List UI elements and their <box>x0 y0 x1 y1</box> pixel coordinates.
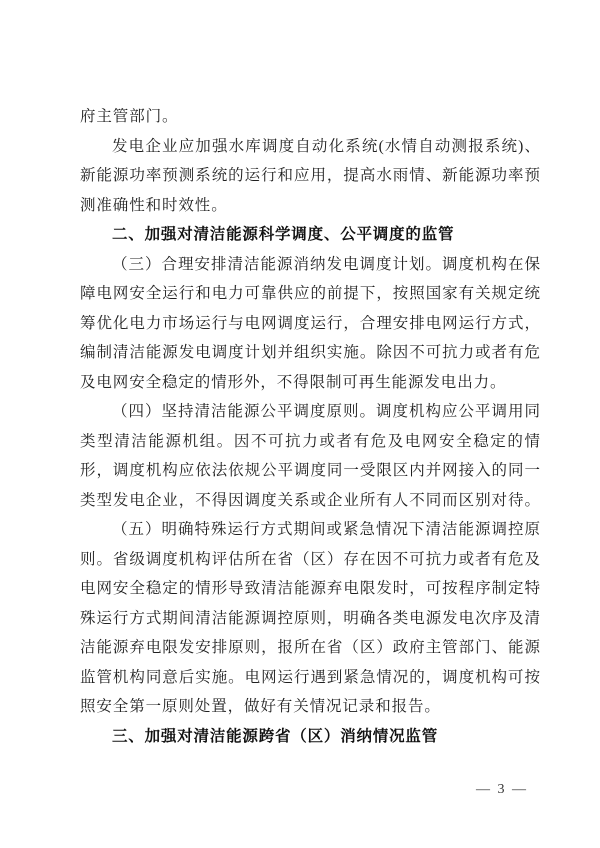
document-line: 测准确性和时效性。 <box>80 196 228 214</box>
document-line: （四）坚持清洁能源公平调度原则。调度机构应公平调用同 <box>112 403 540 420</box>
document-line: 二、加强对清洁能源科学调度、公平调度的监管 <box>112 226 455 243</box>
document-line: 殊运行方式期间清洁能源调控原则，明确各类电源发电次序及清 <box>80 609 540 627</box>
document-line: 监管机构同意后实施。电网运行遇到紧急情况的，调度机构可按 <box>80 668 540 686</box>
document-line: 三、加强对清洁能源跨省（区）消纳情况监管 <box>112 727 439 745</box>
document-line: 编制清洁能源发电调度计划并组织实施。除因不可抗力或者有危 <box>80 344 540 361</box>
document-line: 筹优化电力市场运行与电网调度运行，合理安排电网运行方式， <box>80 314 540 332</box>
document-line: 障电网安全运行和电力可靠供应的前提下，按照国家有关规定统 <box>80 285 540 302</box>
document-line: 则。省级调度机构评估所在省（区）存在因不可抗力或者有危及 <box>80 550 540 568</box>
document-text-block <box>80 102 540 751</box>
document-line: 电网安全稳定的情形导致清洁能源弃电限发时，可按程序制定特 <box>80 580 540 597</box>
document-line: 类型发电企业，不得因调度关系或企业所有人不同而区别对待。 <box>80 491 540 509</box>
document-line: 发电企业应加强水库调度自动化系统(水情自动测报系统)、 <box>112 137 540 155</box>
document-line: 新能源功率预测系统的运行和应用，提高水雨情、新能源功率预 <box>80 167 540 184</box>
document-line: 形，调度机构应依法依规公平调度同一受限区内并网接入的同一 <box>80 462 540 479</box>
document-line: 及电网安全稳定的情形外，不得限制可再生能源发电出力。 <box>80 373 507 391</box>
document-line: （三）合理安排清洁能源消纳发电调度计划。调度机构在保 <box>112 255 540 273</box>
document-line: 府主管部门。 <box>80 108 179 125</box>
document-line: 类型清洁能源机组。因不可抗力或者有危及电网安全稳定的情 <box>80 432 540 450</box>
document-line: （五）明确特殊运行方式期间或紧急情况下清洁能源调控原 <box>112 521 540 538</box>
document-line: 洁能源弃电限发安排原则，报所在省（区）政府主管部门、能源 <box>80 639 540 656</box>
page-number: — 3 — <box>476 782 528 797</box>
document-line: 照安全第一原则处置，做好有关情况记录和报告。 <box>80 698 441 715</box>
